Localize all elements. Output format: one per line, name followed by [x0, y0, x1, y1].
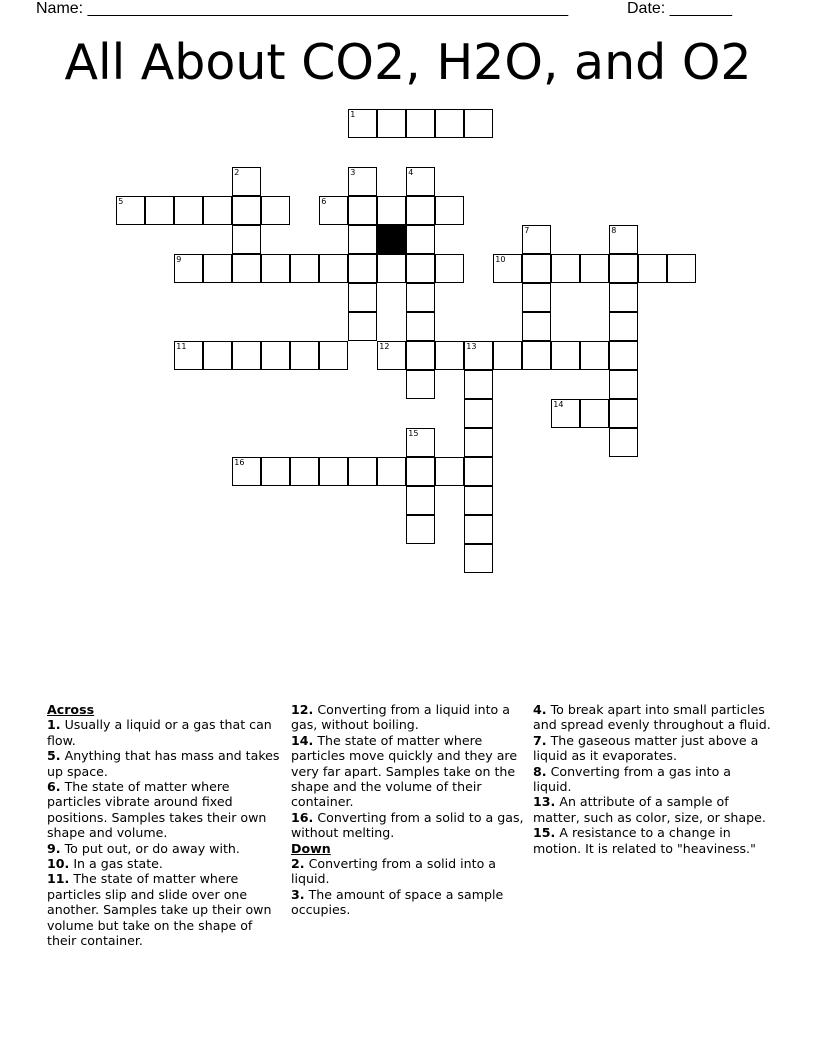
clue-number: 9. [47, 840, 61, 856]
grid-cell[interactable] [232, 167, 261, 196]
grid-cell[interactable] [522, 225, 551, 254]
grid-cell[interactable] [435, 196, 464, 225]
grid-cell[interactable] [551, 341, 580, 370]
grid-cell[interactable] [203, 196, 232, 225]
grid-cell[interactable] [580, 341, 609, 370]
grid-cell[interactable] [667, 254, 696, 283]
clue-text: The state of matter where particles slip and slide over one another. Samples take up their own volume but take on the shape of their container. [47, 871, 272, 949]
across-clue [47, 841, 285, 856]
grid-cell[interactable] [290, 341, 319, 370]
grid-cell[interactable] [232, 254, 261, 283]
grid-cell[interactable] [522, 341, 551, 370]
grid-cell[interactable] [348, 254, 377, 283]
clue-number: 1. [47, 717, 61, 733]
grid-cell[interactable] [522, 283, 551, 312]
clue-number: 14 [553, 400, 564, 410]
across-clue [47, 717, 285, 748]
clues-column-3 [533, 702, 771, 856]
clue-number: 3 [350, 168, 356, 178]
clue-number: 2. [291, 856, 305, 872]
grid-cell[interactable] [174, 254, 203, 283]
across-clue [47, 748, 285, 779]
clue-number: 13 [466, 342, 477, 352]
grid-cell[interactable] [464, 341, 493, 370]
clue-number: 11. [47, 871, 70, 887]
clue-number: 10. [47, 856, 70, 872]
clue-number: 1 [350, 110, 356, 120]
grid-cell[interactable] [580, 399, 609, 428]
clue-number: 2 [234, 168, 240, 178]
clue-text: The state of matter where particles vibrate around fixed positions. Samples takes their own shape and volume. [47, 779, 267, 841]
grid-cell[interactable] [232, 225, 261, 254]
across-heading: Across [47, 702, 95, 717]
date-field[interactable]: Date: _______ [627, 0, 732, 17]
grid-cell[interactable] [609, 312, 638, 341]
grid-cell[interactable] [145, 196, 174, 225]
grid-cell[interactable] [551, 399, 580, 428]
grid-cell[interactable] [406, 515, 435, 544]
grid-cell[interactable] [203, 254, 232, 283]
down-clue [533, 825, 771, 856]
name-field[interactable]: Name: ______________________________________________________ [36, 0, 569, 17]
grid-cell[interactable] [377, 109, 406, 138]
grid-cell[interactable] [435, 254, 464, 283]
grid-cell[interactable] [232, 196, 261, 225]
grid-cell[interactable] [319, 457, 348, 486]
clue-text: The gaseous matter just above a liquid as it evaporates. [533, 732, 759, 764]
across-clue [47, 871, 285, 948]
clue-number: 4. [533, 702, 547, 717]
clue-number: 11 [176, 342, 187, 352]
grid-cell[interactable] [609, 399, 638, 428]
clue-text: Usually a liquid or a gas that can flow. [47, 717, 272, 748]
across-clue [47, 779, 285, 841]
across-clue [291, 733, 529, 810]
grid-cell[interactable] [174, 196, 203, 225]
clue-number: 10 [495, 255, 506, 265]
grid-cell[interactable] [522, 254, 551, 283]
grid-cell[interactable] [609, 254, 638, 283]
grid-cell[interactable] [406, 109, 435, 138]
grid-cell[interactable] [377, 341, 406, 370]
grid-cell[interactable] [435, 109, 464, 138]
grid-cell[interactable] [203, 341, 232, 370]
clue-number: 7 [524, 226, 530, 236]
grid-cell[interactable] [406, 283, 435, 312]
grid-cell[interactable] [493, 254, 522, 283]
clue-number: 7. [533, 732, 547, 748]
grid-cell[interactable] [580, 254, 609, 283]
grid-cell[interactable] [290, 254, 319, 283]
across-clue [291, 702, 529, 733]
grid-cell[interactable] [464, 370, 493, 399]
clue-text: In a gas state. [73, 856, 163, 872]
clue-text: The amount of space a sample occupies. [291, 886, 504, 918]
clue-text: To break apart into small particles and spread evenly throughout a fluid. [533, 702, 771, 733]
clue-text: Converting from a liquid into a gas, without boiling. [291, 702, 510, 733]
grid-cell[interactable] [261, 341, 290, 370]
grid-cell[interactable] [348, 109, 377, 138]
across-clue [47, 856, 285, 871]
clue-number: 8. [533, 763, 547, 779]
grid-cell[interactable] [377, 196, 406, 225]
clue-number: 6. [47, 779, 61, 795]
down-clue [291, 856, 529, 887]
clue-number: 9 [176, 255, 182, 265]
clue-text: To put out, or do away with. [64, 840, 240, 856]
grid-cell[interactable] [609, 428, 638, 457]
clue-text: Converting from a solid to a gas, without melting. [291, 809, 524, 841]
grid-cell[interactable] [406, 370, 435, 399]
clue-number: 15 [408, 429, 419, 439]
grid-cell[interactable] [406, 486, 435, 515]
grid-cell[interactable] [522, 312, 551, 341]
grid-cell[interactable] [232, 341, 261, 370]
clue-number: 14. [291, 732, 314, 748]
grid-cell[interactable] [348, 457, 377, 486]
across-clue [291, 810, 529, 841]
page-title: All About CO2, H2O, and O2 [64, 34, 752, 91]
down-clue [533, 764, 771, 795]
black-cell [377, 225, 406, 254]
down-clue [533, 702, 771, 733]
grid-cell[interactable] [319, 254, 348, 283]
grid-cell[interactable] [406, 312, 435, 341]
grid-cell[interactable] [174, 341, 203, 370]
clues-column-1 [47, 702, 285, 949]
grid-cell[interactable] [261, 196, 290, 225]
clues-column-2 [291, 702, 529, 918]
clue-number: 5 [118, 197, 124, 207]
grid-cell[interactable] [406, 196, 435, 225]
grid-cell[interactable] [609, 341, 638, 370]
grid-cell[interactable] [406, 428, 435, 457]
clue-text: An attribute of a sample of matter, such as color, size, or shape. [533, 794, 766, 825]
grid-cell[interactable] [464, 515, 493, 544]
grid-cell[interactable] [406, 341, 435, 370]
grid-cell[interactable] [464, 109, 493, 138]
grid-cell[interactable] [377, 254, 406, 283]
grid-cell[interactable] [638, 254, 667, 283]
clue-text: The state of matter where particles move quickly and they are very far apart. Samples take on the shape and the volume of their container. [291, 732, 518, 810]
grid-cell[interactable] [493, 341, 522, 370]
clue-number: 12 [379, 342, 390, 352]
clue-text: Anything that has mass and takes up space. [47, 748, 280, 779]
grid-cell[interactable] [319, 196, 348, 225]
grid-cell[interactable] [406, 254, 435, 283]
grid-cell[interactable] [348, 167, 377, 196]
clue-text: Converting from a solid into a liquid. [291, 856, 496, 887]
grid-cell[interactable] [464, 486, 493, 515]
grid-cell[interactable] [609, 225, 638, 254]
grid-cell[interactable] [609, 370, 638, 399]
clue-number: 16. [291, 809, 314, 825]
clue-number: 4 [408, 168, 414, 178]
grid-cell[interactable] [435, 457, 464, 486]
grid-cell[interactable] [464, 399, 493, 428]
down-heading: Down [291, 840, 331, 856]
grid-cell[interactable] [261, 254, 290, 283]
clue-number: 5. [47, 748, 61, 764]
down-clue [291, 887, 529, 918]
clue-number: 6 [321, 197, 327, 207]
clue-text: Converting from a gas into a liquid. [533, 763, 732, 795]
grid-cell[interactable] [319, 341, 348, 370]
grid-cell[interactable] [406, 225, 435, 254]
grid-cell[interactable] [348, 312, 377, 341]
grid-cell[interactable] [609, 283, 638, 312]
grid-cell[interactable] [464, 428, 493, 457]
clue-number: 8 [611, 226, 617, 236]
grid-cell[interactable] [348, 283, 377, 312]
grid-cell[interactable] [348, 196, 377, 225]
clue-number: 3. [291, 886, 305, 902]
clue-text: A resistance to a change in motion. It is related to "heaviness." [533, 825, 756, 856]
clue-number: 15. [533, 825, 556, 841]
grid-cell[interactable] [116, 196, 145, 225]
grid-cell[interactable] [261, 457, 290, 486]
down-clue [533, 794, 771, 825]
grid-cell[interactable] [377, 457, 406, 486]
grid-cell[interactable] [348, 225, 377, 254]
clue-number: 13. [533, 794, 556, 810]
clue-number: 12. [291, 702, 314, 717]
grid-cell[interactable] [406, 167, 435, 196]
grid-cell[interactable] [435, 341, 464, 370]
grid-cell[interactable] [464, 544, 493, 573]
grid-cell[interactable] [290, 457, 319, 486]
grid-cell[interactable] [464, 457, 493, 486]
grid-cell[interactable] [232, 457, 261, 486]
down-clue [533, 733, 771, 764]
clue-number: 16 [234, 458, 245, 468]
grid-cell[interactable] [551, 254, 580, 283]
grid-cell[interactable] [406, 457, 435, 486]
